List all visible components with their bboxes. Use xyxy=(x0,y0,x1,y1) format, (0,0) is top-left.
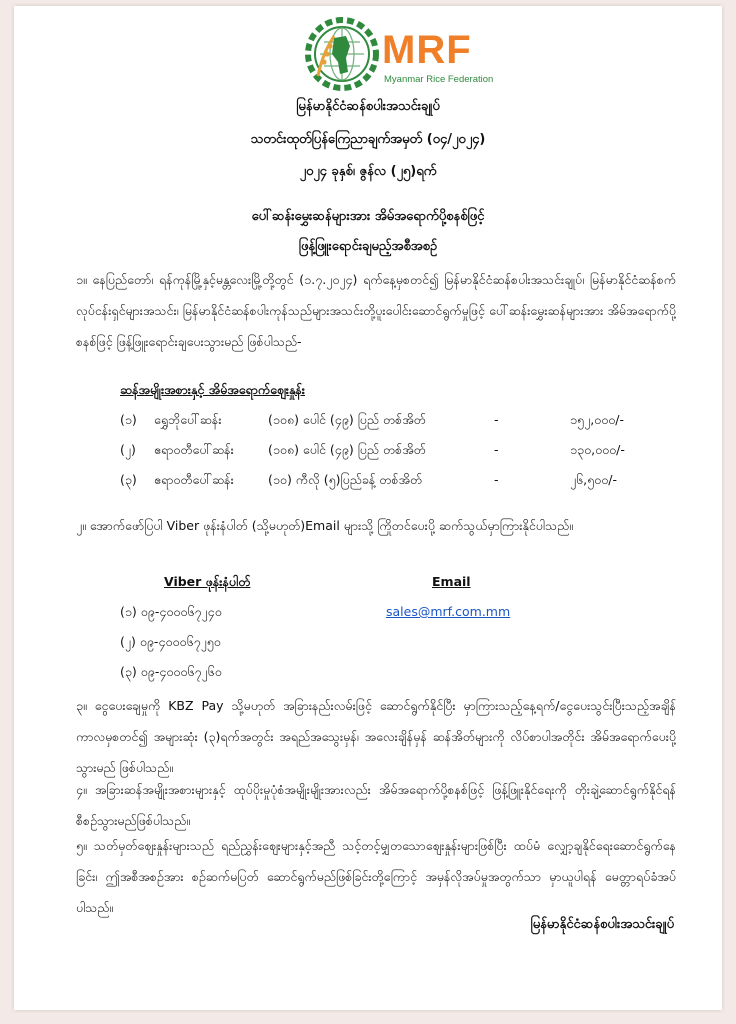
email-heading: Email xyxy=(432,574,471,589)
price-row-spec: (၁၀၈) ပေါင် (၄၉) ပြည် တစ်အိတ် xyxy=(268,412,426,427)
rice-globe-gear-icon xyxy=(304,16,380,92)
price-row-name: ဧရာဝတီပေါ်ဆန်း xyxy=(154,442,234,457)
paragraph-5: ၅။ သတ်မှတ်ဈေးနှုန်းများသည် ရည်ညွှန်းဈေးများနှင့်အညီ သင့်တင့်မျှတသောဈေးနှုန်းများဖြစ်ပြီး ထပ်မံ လျှော့ချနိုင်ရေးဆောင်ရွက်နေခြင်း၊ ဤအစီအစဉ်အား စဉ်ဆက်မပြတ် ဆောင်ရွက်မည်ဖြစ်ခြင်းတို့ကြောင့် အမှန်လိုအပ်မှုအတွက်သာ မှာယူပါရန် မေတ္တာရပ်ခံအပ်ပါသည်။ xyxy=(76,838,676,915)
org-name: မြန်မာနိုင်ငံဆန်စပါးအသင်းချုပ် xyxy=(296,99,440,114)
price-row-name: ရွှေဘိုပေါ်ဆန်း xyxy=(154,412,222,427)
subject-line-2: ဖြန့်ဖြူးရောင်းချမည့်အစီအစဉ် xyxy=(298,239,438,254)
price-row-value: ၁၃၀,၀၀၀/- xyxy=(570,442,625,457)
price-row-spec: (၁၀) ကီလို (၅)ပြည်ခန့် တစ်အိတ် xyxy=(268,472,423,487)
price-row-number: (၂) xyxy=(120,442,136,457)
signature: မြန်မာနိုင်ငံဆန်စပါးအသင်းချုပ် xyxy=(530,917,674,932)
statement-date: ၂၀၂၄ ခုနှစ်၊ ဇွန်လ (၂၅)ရက် xyxy=(299,164,437,179)
viber-phone-3: (၃) ၀၉-၄၀၀၀၆၇၂၆၀ xyxy=(120,664,222,679)
subject-line-1: ပေါ်ဆန်းမွှေးဆန်များအား အိမ်အရောက်ပို့စနစ်ဖြင့် xyxy=(251,209,485,224)
viber-phone-1: (၁) ၀၉-၄၀၀၀၆၇၂၄၀ xyxy=(120,604,222,619)
price-row-dash: - xyxy=(494,472,499,487)
price-heading: ဆန်အမျိုးအစားနှင့် အိမ်အရောက်ဈေးနှုန်း xyxy=(120,382,305,397)
price-row-number: (၃) xyxy=(120,472,137,487)
price-row-value: ၂၆,၅၀၀/- xyxy=(570,472,617,487)
email-link[interactable]: sales@mrf.com.mm xyxy=(386,604,511,619)
statement-number: သတင်းထုတ်ပြန်ကြေညာချက်အမှတ် (၀၄/၂၀၂၄) xyxy=(250,132,486,147)
viber-heading: Viber ဖုန်းနံပါတ် xyxy=(164,574,251,589)
paragraph-3: ၃။ ငွေပေးချေမှုကို KBZ Pay သို့မဟုတ် အခြားနည်းလမ်းဖြင့် ဆောင်ရွက်နိုင်ပြီး မှာကြားသည့်နေ့ရက်/ငွေပေးသွင်းပြီးသည့်အချိန်ကာလမှစတင်၍ အများဆုံး (၃)ရက်အတွင်း အရည်အသွေးမှန်၊ အလေးချိန်မှန် ဆန်အိတ်များကို လိပ်စာပါအတိုင်း အိမ်အရောက်ပေးပို့သွားမည် ဖြစ်ပါသည်။ xyxy=(76,698,676,775)
paragraph-1: ၁။ နေပြည်တော်၊ ရန်ကုန်မြို့နှင့်မန္တလေးမြို့တို့တွင် (၁.၇.၂၀၂၄) ရက်နေ့မှစတင်၍ မြန်မာနိုင်ငံဆန်စပါးအသင်းချုပ်၊ မြန်မာနိုင်ငံဆန်စက်လုပ်ငန်းရှင်များအသင်း၊ မြန်မာနိုင်ငံဆန်စပါးကုန်သည်များအသင်းတို့ပူးပေါင်းဆောင်ရွက်မှုဖြင့် ပေါ်ဆန်းမွှေးဆန်များအား အိမ်အရောက်ပို့စနစ်ဖြင့် ဖြန့်ဖြူးရောင်းချပေးသွားမည် ဖြစ်ပါသည်- xyxy=(76,272,676,349)
price-row-dash: - xyxy=(494,412,499,427)
price-row-spec: (၁၀၈) ပေါင် (၄၉) ပြည် တစ်အိတ် xyxy=(268,442,426,457)
document-page xyxy=(14,6,722,1010)
logo-subtitle: Myanmar Rice Federation xyxy=(384,74,494,85)
paragraph-4: ၄။ အခြားဆန်အမျိုးအစားများနှင့် ထုပ်ပိုးမှုပုံစံအမျိုးမျိုးအားလည်း အိမ်အရောက်ပို့စနစ်ဖြင့် ဖြန့်ဖြူးနိုင်ရေးကို တိုးချဲ့ဆောင်ရွက်နိုင်ရန် စီစဉ်သွားမည်ဖြစ်ပါသည်။ xyxy=(76,782,676,828)
logo-text: MRF xyxy=(382,28,472,72)
mrf-logo xyxy=(304,16,514,96)
price-row-number: (၁) xyxy=(120,412,137,427)
price-row-name: ဧရာဝတီပေါ်ဆန်း xyxy=(154,472,234,487)
price-row-dash: - xyxy=(494,442,499,457)
viber-phone-2: (၂) ၀၉-၄၀၀၀၆၇၂၅၀ xyxy=(120,634,221,649)
price-row-value: ၁၅၂,၀၀၀/- xyxy=(570,412,624,427)
paragraph-2: ၂။ အောက်ဖော်ပြပါ Viber ဖုန်းနံပါတ် (သို့မဟုတ်)Email များသို့ ကြိုတင်ပေးပို့ ဆက်သွယ်မှာကြားနိုင်ပါသည်။ xyxy=(76,518,574,533)
